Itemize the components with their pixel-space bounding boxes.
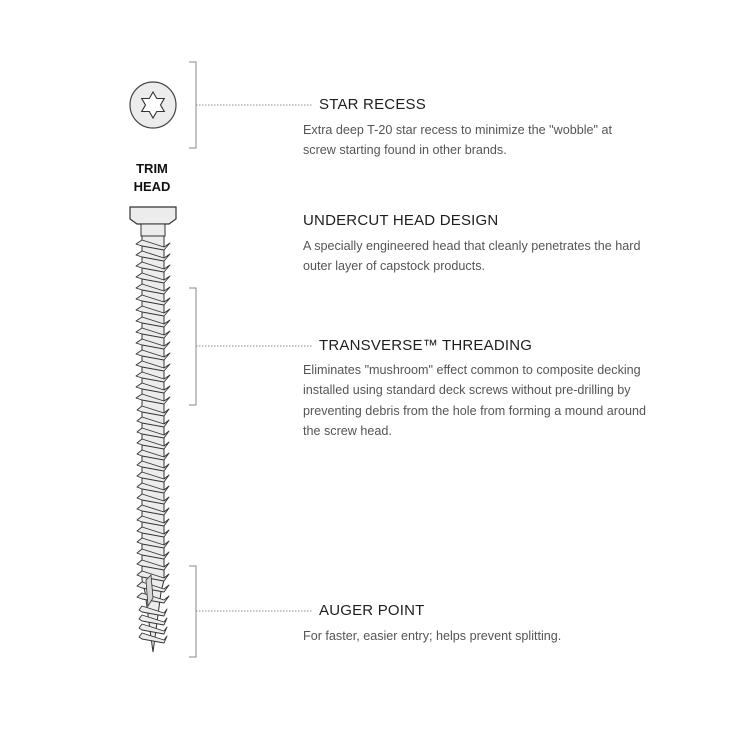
callout-lines bbox=[189, 62, 312, 657]
screw-side-view bbox=[130, 207, 176, 652]
trim-head-label-line2: HEAD bbox=[133, 179, 171, 194]
star-recess-bracket bbox=[189, 62, 196, 148]
undercut-head-description: A specially engineered head that cleanly penetrates the hard outer layer of capstock products. bbox=[303, 239, 641, 274]
auger-point-bracket bbox=[189, 566, 196, 657]
trim-head-shape bbox=[130, 207, 176, 224]
star-recess-view bbox=[130, 82, 176, 128]
undercut-head-title: UNDERCUT HEAD DESIGN bbox=[303, 212, 499, 229]
trim-head-label bbox=[122, 160, 182, 196]
screw-neck bbox=[141, 224, 165, 236]
transverse-threading-title: TRANSVERSE™ THREADING bbox=[319, 337, 533, 354]
star-recess-title: STAR RECESS bbox=[319, 96, 426, 113]
auger-point-description: For faster, easier entry; helps prevent splitting. bbox=[303, 629, 562, 643]
trim-head-label-line1: TRIM bbox=[136, 161, 168, 176]
star-recess-description: Extra deep T-20 star recess to minimize the "wobble" at screw starting found in other brands. bbox=[303, 123, 613, 158]
transverse-threading-description: Eliminates "mushroom" effect common to composite decking installed using standard deck screws without pre-drilling by preventing debris from the hole from forming a mound around the screw head. bbox=[303, 363, 647, 438]
auger-point-title: AUGER POINT bbox=[319, 602, 425, 619]
threading-bracket bbox=[189, 288, 196, 405]
